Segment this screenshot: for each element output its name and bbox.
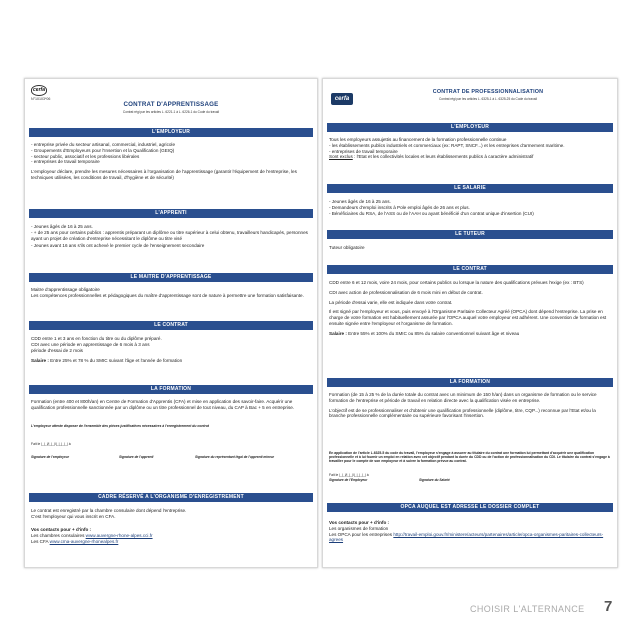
exclus-line [329,154,611,160]
formation-engagement: L'employeur atteste disposer de l'ensemble des pièces justificatives nécessaires à l'enregistrement du contrat [31,424,209,428]
apprenti-line: - Jeunes avant 16 ans s'ils ont achevé le premier cycle de l'enseignement secondaire [31,243,205,249]
employeur-line: - entreprises de travail temporaire [329,148,398,154]
cadre-line: Le contrat est enregistré par la chambre consulaire dont dépend l'entreprise. [31,508,187,513]
cerfa-logo-text: cerfa [33,87,45,93]
tuteur-line: Tuteur obligatoire [329,245,365,250]
apprenti-section [31,224,311,249]
cma-link[interactable]: www.cma-auvergne-rhonealpes.fr [49,538,119,544]
contacts-title: Vos contacts pour + d'info : [329,520,390,525]
section-header-salarie: LE SALARIE [327,184,613,193]
section-header-contrat: LE CONTRAT [29,321,313,330]
contrat-line: CDI avec une période en apprentissage de 6 mois à 3 ans [31,341,150,347]
contacts-title: Vos contacts pour + d'info : [31,527,92,532]
signature-representant[interactable]: Signature du représentant légal de l'apprenti mineur [195,455,275,459]
salaire-text: Entre 55% et 100% du SMIC ou 85% du salaire conventionnel suivant âge et niveau [346,330,520,336]
section-header-maitre: LE MAITRE D'APPRENTISSAGE [29,273,313,282]
section-header-formation: LA FORMATION [29,385,313,394]
cerfa-logo [331,93,353,105]
formation-legal: En application de l'article L.6325-5 du code du travail, l'employeur s'engage à assurer au titulaire du contrat une formation lui permettant d'acquérir une qualification professionnelle et à lui fournir un emploi en relation avec cet objectif pendant la durée du CDD ou de l'action de professionnalisation du CDI. Le titulaire du contrat s'engage à travailler pour le compte de son employeur et à suivre la formation prévue au contrat. [329,451,610,464]
apprenti-line: - Jeunes âgés de 16 à 25 ans. [31,224,93,229]
salaire-line [329,331,611,337]
contrat-section [31,336,311,364]
contact-line [31,539,311,545]
employeur-section [329,137,611,160]
salaire-label: Salaire : [31,358,49,364]
apprentissage-form-page [24,78,318,568]
contact-prefix: Les OPCA pour les entreprises [329,531,394,537]
form-number: N°10103*06 [31,97,51,101]
footer-label: CHOISIR L'ALTERNANCE [470,604,585,614]
signature-employeur[interactable]: Signature de l'Employeur [329,478,368,482]
salarie-line: - Demandeurs d'emploi inscrits à Pole emploi âgés de 26 ans et plus. [329,204,470,210]
signature-apprenti[interactable]: Signature de l'apprenti [119,455,154,459]
salarie-section [329,199,611,216]
page-subtitle: Contrat régi par les articles L. 6325-1 à L. 6325-25 du Code du travail [439,97,537,101]
professionnalisation-form-page [322,78,618,568]
fait-le-field[interactable]: Fait le |_|_|/|_|_|/|_|_|_|_| à [31,442,71,446]
cadre-section [31,508,311,520]
maitre-line: Maitre d'apprentissage obligatoire [31,287,100,292]
cci-link[interactable]: www.auvergne-rhone-alpes.cci.fr [85,532,153,538]
salarie-line: - Bénéficiaires du RSA, de l'ASS ou de l'AAH ou ayant bénéficié d'un contrat unique d'insertion (CUI) [329,210,534,216]
employeur-line: Tous les employeurs assujettis au financement de la formation professionnelle continue [329,137,507,142]
formation-section [329,392,611,419]
page-subtitle: Contrat régi par les articles L. 6221-1 à L. 6226-1 du Code du travail [122,110,220,114]
page-title: CONTRAT D'APPRENTISSAGE [123,101,219,108]
employeur-declaration: L'employeur déclare, prendre les mesures nécessaires à l'organisation de l'apprentissage (garantir l'équipement de l'entreprise, les techniques utilisées, les conditions de travail, d'hygiène et de sécurité) [31,169,297,180]
employeur-section [31,142,311,181]
section-header-formation: LA FORMATION [327,378,613,387]
contact-line [329,532,611,544]
salarie-line: - Jeunes âgés de 16 à 25 ans. [329,199,391,204]
section-header-contrat: LE CONTRAT [327,265,613,274]
contacts-section [31,527,311,544]
exclus-label: Sont exclus [329,154,353,160]
opca-link[interactable]: http://travail-emploi.gouv.fr/ministere/acteurs/partenaires/article/opca-organismes-paritaires-collecteurs-agrees [329,531,604,543]
contrat-line: Il est signé par l'employeur et vous, puis envoyé à l'Organisme Paritaire Collecteur Agréé (OPCA) dont dépend l'entreprise. La prise en charge de votre formation est habituellement assurée par l'OPCA auquel votre employeur est adhérent. Une convention de formation est ensuite signée entre l'employeur et l'organisme de formation. [329,309,607,326]
employeur-line: - secteur public, associatif et les professions libérales [31,153,140,159]
cadre-line: C'est l'employeur qui vous inscrit en CFA. [31,513,116,519]
signature-salarie[interactable]: Signature du Salarié [419,478,450,482]
contrat-line: CDD entre 6 et 12 mois, voire 24 mois, pour certains publics ou lorsque la nature des qualifications prévues l'exige (ex : BTS) [329,280,584,285]
employeur-line: - les établissements publics industriels et commerciaux (ex: RAPT, SNCF...) et les entreprises d'armement maritime. [329,142,565,148]
section-header-cadre: CADRE RÉSERVÉ A L'ORGANISME D'ENREGISTREMENT [29,493,313,502]
contrat-line: La période d'essai varie, elle est indiquée dans votre contrat. [329,299,453,305]
section-header-employeur: L'EMPLOYEUR [327,123,613,132]
employeur-line: - entreprise privée du secteur artisanal, commercial, industriel, agricole [31,142,175,147]
section-header-tuteur: LE TUTEUR [327,230,613,239]
apprenti-line: - + de 25 ans pour certains publics : apprentis préparant un diplôme ou titre supérieur à celui obtenu, travailleurs handicapés, personnes ayant un projet de création d'entreprise nécessitant le diplôme ou titre visé [31,229,308,241]
fait-le-field[interactable]: Fait le |_|_|/|_|_|/|_|_|_|_| à [329,473,369,477]
contrat-line: période d'essai de 2 mois [31,347,83,353]
salaire-label: Salaire : [329,330,347,336]
section-header-apprenti: L'APPRENTI [29,209,313,218]
formation-line: Formation (de 15 à 25 % de la durée totale du contrat avec un minimum de 150 h/an) dans un organisme de formation ou le service formation de l'entreprise et période de travail en relation directe avec la qualification visée en entreprise. [329,392,597,403]
salaire-text: Entre 25% et 78 % du SMIC suivant l'âge et l'année de formation [48,358,183,364]
contact-line: Les organismes de formation [329,525,389,531]
contrat-line: CDD entre 1 et 3 ans en fonction du titre ou du diplôme préparé. [31,336,162,341]
contact-prefix: Les CFA [31,538,50,544]
maitre-line: Les compétences professionnelles et pédagogiques du maître d'apprentissage sont de nature à permettre une formation satisfaisante. [31,292,304,298]
formation-line: L'objectif est de se professionnaliser et d'obtenir une qualification professionnelle (diplôme, titre, CQP...) reconnue par l'Etat et/ou la branche professionnelle complémentaire ou supérieure favorisant l'insertion. [329,407,596,419]
contrat-line: CDI avec action de professionnalisation de 6 mois mini en début de contrat. [329,289,483,295]
contacts-section [329,520,611,543]
contact-prefix: Les chambres consulaires [31,532,86,538]
cerfa-logo [31,85,47,96]
formation-text: Formation (entre 400 et 800h/an) en Centre de Formation d'Apprentis (CFA) et mise en application des savoir-faire. Acquérir une qualification professionnelle sanctionnée par un diplôme ou un titre professionnel de tout niveau, du CAP à Bac + 5 en entreprise. [31,399,295,410]
employeur-line: - entreprises de travail temporaire [31,159,100,165]
cerfa-logo-text: cerfa [334,96,350,102]
maitre-section [31,287,311,299]
page-title: CONTRAT DE PROFESSIONNALISATION [432,89,544,95]
signature-employeur[interactable]: Signature de l'employeur [31,455,69,459]
section-header-opca: OPCA AUQUEL EST ADRESSE LE DOSSIER COMPLET [327,503,613,512]
exclus-text: : l'Etat et les collectivités locales et leurs établissements publics à caractère administratif [352,154,534,160]
contrat-section [329,280,611,337]
salaire-line [31,358,311,364]
section-header-employeur: L'EMPLOYEUR [29,128,313,137]
employeur-line: - Groupements d'Employeurs pour l'Insertion et la Qualification (GEIQ) [31,147,175,153]
page-number: 7 [604,598,613,615]
